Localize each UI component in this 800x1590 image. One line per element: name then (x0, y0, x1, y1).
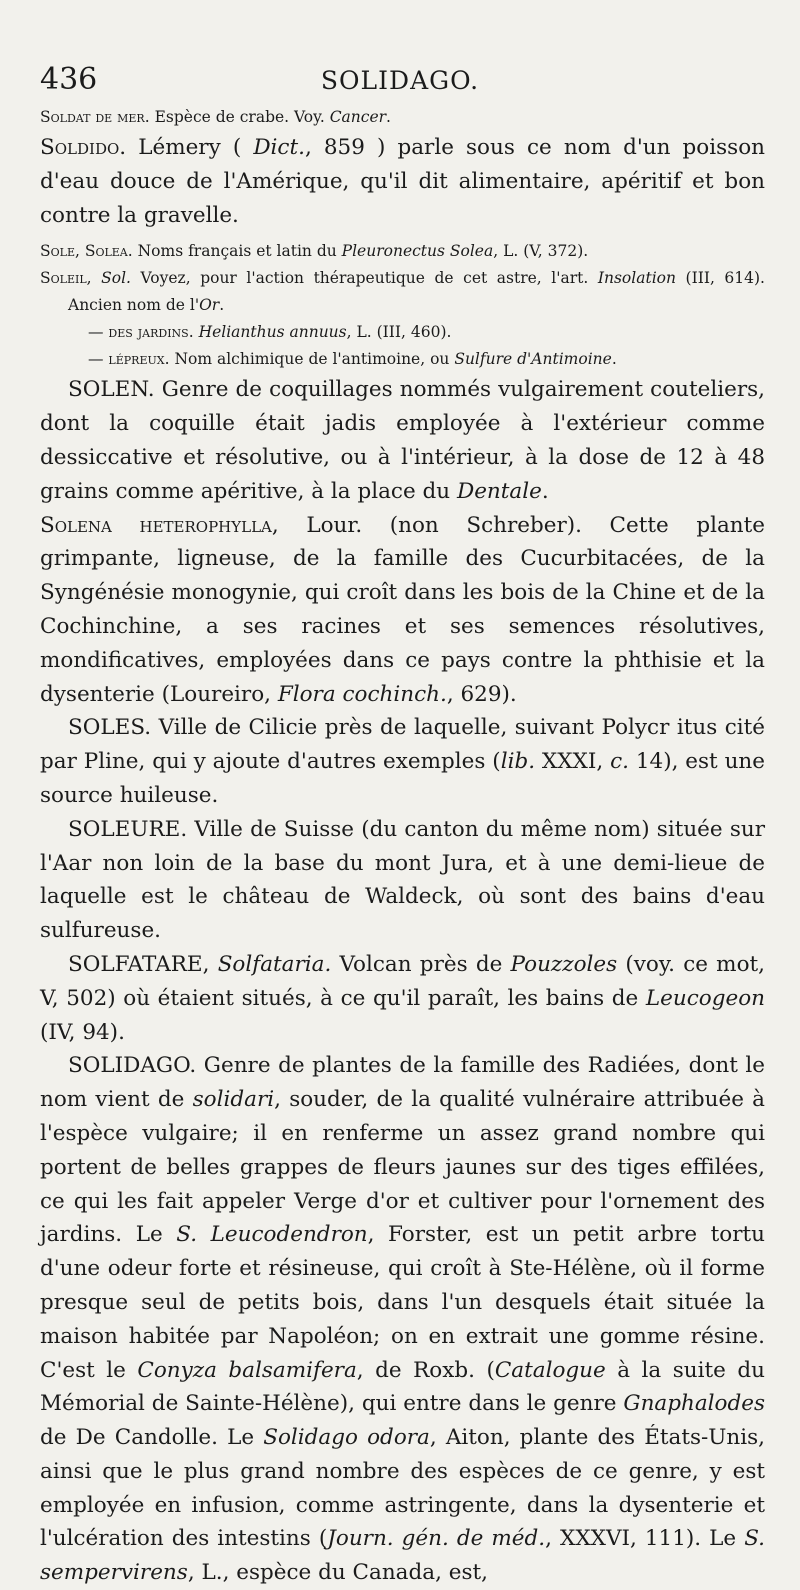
entry-solidago: SOLIDAGO. Genre de plantes de la famille des Radiées, dont le nom vient de solidari, souder, de la qualité vulnéraire attribuée à l'espèce vulgaire; il en renferme un assez grand nombre qui portent de belles grappes de fleurs jaunes sur des tiges effilées, ce qui les fait appeler Verge d'or et cultiver pour l'ornement des jardins. Le S. Leucodendron, Forster, est un petit arbre tortu d'une odeur forte et résineuse, qui croît à Ste-Hélène, où il forme presque seul de petits bois, dans l'un desquels était située la maison habitée par Napoléon; on en extrait une gomme résine. C'est le Conyza balsamifera, de Roxb. (Catalogue à la suite du Mémorial de Sainte-Hélène), qui entre dans le genre Gnaphalodes de De Candolle. Le Solidago odora, Aiton, plante des États-Unis, ainsi que le plus grand nombre des espèces de ce genre, y est employée en infusion, comme astringente, dans la dysenterie et l'ulcération des intestins (Journ. gén. de méd., XXXVI, 111). Le S. sempervirens, L., espèce du Canada, est, (40, 1053, 765, 1586)
entry-soleil: Soleil, Sol. Voyez, pour l'action thérapeutique de cet astre, l'art. Insolation (III, 614). Ancien nom de l'Or. (40, 269, 765, 315)
page-number: 436 (40, 62, 98, 97)
dictionary-text (40, 104, 765, 1590)
entry-soleil-lepreux: — lépreux. Nom alchimique de l'antimoine, ou Sulfure d'Antimoine. (88, 350, 617, 369)
entry-soles: SOLES. Ville de Cilicie près de laquelle, suivant Polycr itus cité par Pline, qui y ajoute d'autres exemples (lib. XXXI, c. 14), est une source huileuse. (40, 715, 765, 808)
entry-solfatare: SOLFATARE, Solfataria. Volcan près de Pouzzoles (voy. ce mot, V, 502) où étaient situés, à ce qu'il paraît, les bains de Leucogeon (IV, 94). (40, 951, 765, 1045)
entry-sole: Sole, Solea. Noms français et latin du Pleuronectus Solea, L. (V, 372). (40, 242, 589, 261)
page-header (40, 62, 760, 102)
entry-soleure: SOLEURE. Ville de Suisse (du canton du même nom) située sur l'Aar non loin de la base du mont Jura, et à une demi-lieue de laquelle est le château de Waldeck, où sont des bains d'eau sulfureuse. (40, 816, 765, 944)
entry-soldido: Soldido. Lémery ( Dict., 859 ) parle sous ce nom d'un poisson d'eau douce de l'Amérique, qu'il dit alimentaire, apéritif et bon contre la gravelle. (40, 135, 765, 228)
running-head: SOLIDAGO. (320, 66, 480, 95)
entry-soldat: Soldat de mer. Espèce de crabe. Voy. Cancer. (40, 108, 391, 126)
entry-soleil-des-jardins: — des jardins. Helianthus annuus, L. (III, 460). (88, 323, 452, 342)
entry-solena: Solena heterophylla, Lour. (non Schreber). Cette plante grimpante, ligneuse, de la famille des Cucurbitacées, de la Syngénésie monogynie, qui croît dans les bois de la Chine et de la Cochinchine, a ses racines et ses semences résolutives, mondificatives, employées dans ce pays contre la phthisie et la dysenterie (Loureiro, Flora cochinch., 629). (40, 512, 765, 707)
entry-solen: SOLEN. Genre de coquillages nommés vulgairement couteliers, dont la coquille était jadis employée à l'extérieur comme dessiccative et résolutive, ou à l'intérieur, à la dose de 12 à 48 grains comme apéritive, à la place du Dentale. (40, 377, 765, 504)
